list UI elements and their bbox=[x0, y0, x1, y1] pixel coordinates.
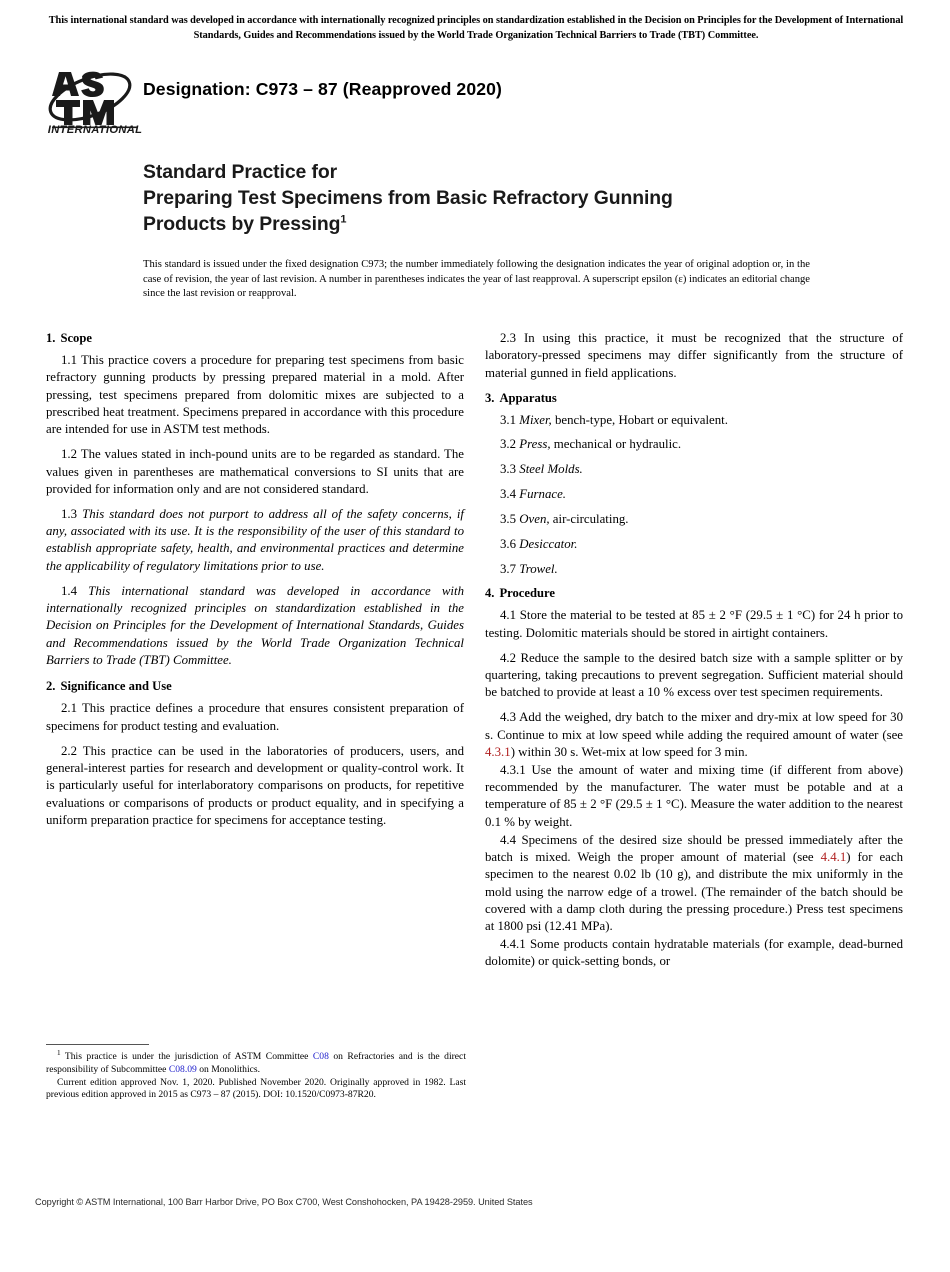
designation-row bbox=[46, 62, 906, 140]
apparatus-term: Mixer, bbox=[519, 412, 552, 427]
paragraph-4-1: 4.1 Store the material to be tested at 85 ± 2 °F (29.5 ± 1 °C) for 24 h prior to testing. Dolomitic materials should be stored in airtight containers. bbox=[485, 608, 903, 640]
astm-logo-graphic bbox=[46, 62, 146, 134]
apparatus-desc: mechanical or hydraulic. bbox=[550, 437, 682, 452]
section-4-number: 4. bbox=[485, 586, 495, 601]
paragraph-4-2: 4.2 Reduce the sample to the desired batch size with a sample splitter or by quartering, taking precautions to prevent segregation. Sufficient material should be batched to provide at least a 10 % excess over test specimen requirements. bbox=[485, 650, 903, 700]
section-2-title: Significance and Use bbox=[60, 679, 172, 694]
apparatus-number: 3.3 bbox=[500, 462, 517, 477]
paragraph-4-3-1: 4.3.1 Use the amount of water and mixing time (if different from above) recommended by the manufacturer. The water must be potable and at a temperature of 85 ± 2 °F (29.5 ± 1 °C). Measure the water addition to the nearest 0.1 % by weight. bbox=[485, 762, 903, 829]
section-heading-scope bbox=[46, 330, 464, 347]
title-footnote-marker: 1 bbox=[340, 213, 347, 226]
apparatus-item bbox=[485, 511, 903, 528]
apparatus-number: 3.7 bbox=[500, 561, 517, 576]
section-1-title: Scope bbox=[60, 331, 92, 345]
link-subcommittee-c0809[interactable]: C08.09 bbox=[168, 1063, 197, 1075]
xref-4-3-1[interactable]: 4.3.1 bbox=[485, 744, 511, 759]
section-3-number: 3. bbox=[485, 390, 495, 405]
footnote-zone bbox=[46, 1044, 466, 1102]
footnote-jurisdiction bbox=[46, 1051, 466, 1076]
apparatus-item bbox=[485, 486, 903, 503]
right-column bbox=[485, 330, 903, 971]
paragraph-1-3-number: 1.3 bbox=[61, 506, 83, 521]
section-2-number: 2. bbox=[46, 679, 56, 694]
apparatus-desc: air-circulating. bbox=[549, 511, 629, 526]
title-line-2: Preparing Test Specimens from Basic Refractory Gunning bbox=[143, 186, 673, 209]
paragraph-4-4-text-a: 4.4 Specimens of the desired size should be pressed immediately after the batch is mixed. Weigh the proper amount of material (see bbox=[485, 832, 903, 864]
footnote-text-c: on Monolithics. bbox=[196, 1063, 261, 1075]
title-line-3-text: Products by Pressing bbox=[143, 212, 341, 235]
paragraph-1-4-text: This international standard was developed in accordance with internationally recognized principles on standardization established in the Decision on Principles for the Development of International Standards, Guides and Recommendations issued by the World Trade Organization Technical Barriers to Trade (TBT) Committee. bbox=[46, 583, 464, 667]
apparatus-item bbox=[485, 536, 903, 553]
title-line-1: Standard Practice for bbox=[143, 161, 338, 183]
paragraph-4-4 bbox=[485, 832, 903, 936]
link-committee-c08[interactable]: C08 bbox=[312, 1051, 329, 1063]
xref-4-4-1[interactable]: 4.4.1 bbox=[820, 849, 847, 864]
paragraph-2-1: 2.1 This practice defines a procedure that ensures consistent preparation of specimens for product testing and evaluation. bbox=[46, 701, 464, 733]
title-line-3 bbox=[143, 212, 843, 238]
apparatus-desc: bench-type, Hobart or equivalent. bbox=[551, 412, 728, 427]
wto-banner bbox=[45, 14, 907, 43]
astm-logo bbox=[46, 62, 146, 134]
paragraph-4-3 bbox=[485, 709, 903, 761]
section-1-number: 1. bbox=[46, 331, 56, 345]
footnote-rule bbox=[46, 1044, 149, 1045]
paragraph-4-4-1: 4.4.1 Some products contain hydratable materials (for example, dead-burned dolomite) or quick-setting bonds, or bbox=[485, 937, 903, 969]
svg-text:INTERNATIONAL: INTERNATIONAL bbox=[47, 124, 143, 134]
apparatus-item bbox=[485, 461, 903, 478]
apparatus-item bbox=[485, 561, 903, 578]
section-4-title: Procedure bbox=[499, 586, 555, 601]
apparatus-term: Oven, bbox=[519, 511, 550, 526]
paragraph-2-3: 2.3 In using this practice, it must be recognized that the structure of laboratory-pressed specimens may differ significantly from the structure of material gunned in field applications. bbox=[485, 331, 903, 380]
paragraph-4-3-text-b: ) within 30 s. Wet-mix at low speed for 3 min. bbox=[510, 744, 748, 759]
paragraph-1-3-text: This standard does not purport to address all of the safety concerns, if any, associated with its use. It is the responsibility of the user of this standard to establish appropriate safety, health, and environmental practices and determine the applicability of regulatory limitations prior to use. bbox=[46, 506, 465, 573]
paragraph-4-3-text-a: 4.3 Add the weighed, dry batch to the mixer and dry-mix at low speed for 30 s. Continue to mix at low speed while adding the required amount of water (see bbox=[485, 710, 903, 742]
wto-banner-line-2: Development of International Standards, Guides and Recommendations issued by the World Trade Organization Technical Barriers to Trade (TBT) Committee. bbox=[193, 15, 904, 41]
paragraph-4-4-text-b: ) for each specimen to the nearest 0.02 lb (10 g), and distribute the mix uniformly in the mold using the narrow edge of a trowel. (The remainder of the batch should be covered with a damp cloth during the pressing procedure.) Press test specimens at 1800 psi (12.41 MPa). bbox=[485, 849, 904, 934]
footnote-text-b: on Refractories and is the direct responsibility of Subcommittee bbox=[46, 1051, 466, 1075]
apparatus-term: Trowel. bbox=[519, 561, 558, 576]
apparatus-item bbox=[485, 412, 903, 429]
paragraph-1-1: 1.1 This practice covers a procedure for preparing test specimens from basic refractory gunning products by pressing prepared material in a mold. After pressing, test specimens prepared from dolomitic mixes are subjected to a prescribed heat treatment. Specimens prepared in accordance with this procedure are intended for use in ASTM test methods. bbox=[46, 353, 464, 437]
paragraph-1-4 bbox=[46, 583, 464, 670]
wto-banner-line-1: This international standard was developed in accordance with internationally recognized principles on standardization established in the Decision on Principles for the bbox=[48, 15, 773, 26]
apparatus-term: Desiccator. bbox=[519, 536, 578, 551]
footnote-marker: 1 bbox=[57, 1049, 61, 1058]
section-heading-procedure bbox=[485, 585, 903, 602]
paragraph-2-2: 2.2 This practice can be used in the laboratories of producers, users, and general-interest parties for research and development or quality-control work. It is particularly useful for interlaboratory comparisons on products, for repetitive evaluations or comparisons of products or product equality, and in specifying a uniform preparation practice for specimens for acceptance testing. bbox=[46, 743, 464, 827]
apparatus-number: 3.2 bbox=[500, 437, 517, 452]
designation-label: Designation: C973 – 87 (Reapproved 2020) bbox=[143, 79, 502, 99]
paragraph-1-4-number: 1.4 bbox=[61, 583, 89, 598]
standard-title bbox=[143, 160, 843, 237]
paragraph-1-2: 1.2 The values stated in inch-pound units are to be regarded as standard. The values given in parentheses are mathematical conversions to SI units that are provided for information only and are not considered standard. bbox=[46, 447, 464, 496]
section-3-title: Apparatus bbox=[499, 390, 557, 405]
apparatus-item bbox=[485, 436, 903, 453]
apparatus-term: Furnace. bbox=[519, 487, 567, 502]
footnote-edition: Current edition approved Nov. 1, 2020. Published November 2020. Originally approved in 1982. Last previous edition approved in 2015 as C973 – 87 (2015). DOI: 10.1520/C0973-87R20. bbox=[46, 1076, 466, 1101]
apparatus-term: Press, bbox=[519, 437, 551, 452]
apparatus-term: Steel Molds. bbox=[519, 462, 583, 477]
section-heading-significance bbox=[46, 678, 464, 695]
footnote-text-a: This practice is under the jurisdiction of ASTM Committee bbox=[60, 1051, 313, 1063]
copyright-notice: Copyright © ASTM International, 100 Barr Harbor Drive, PO Box C700, West Conshohocken, PA 19428-2959. United States bbox=[35, 1197, 533, 1207]
apparatus-number: 3.4 bbox=[500, 487, 517, 502]
apparatus-number: 3.1 bbox=[500, 412, 517, 427]
apparatus-number: 3.6 bbox=[500, 536, 517, 551]
apparatus-number: 3.5 bbox=[500, 511, 517, 526]
section-heading-apparatus bbox=[485, 390, 903, 407]
issue-note: This standard is issued under the fixed designation C973; the number immediately following the designation indicates the year of original adoption or, in the case of revision, the year of last revision. A number in parentheses indicates the year of last reapproval. A superscript epsilon (ε) indicates an editorial change since the last revision or reapproval. bbox=[143, 259, 810, 300]
paragraph-1-3 bbox=[46, 506, 464, 575]
left-column bbox=[46, 330, 464, 837]
